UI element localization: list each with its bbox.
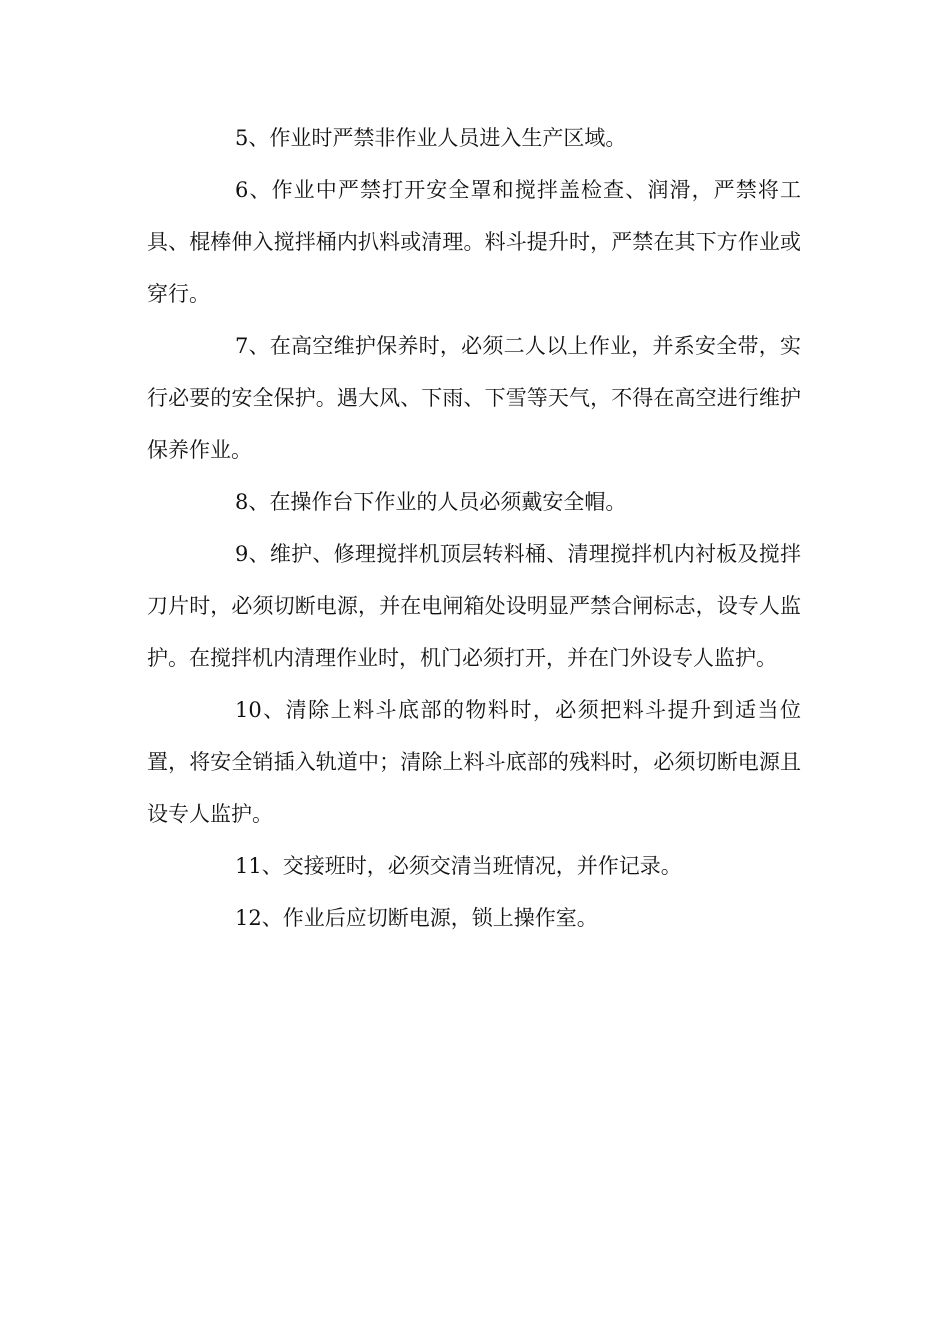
- paragraph-item-5: 5、作业时严禁非作业人员进入生产区域。: [235, 126, 627, 150]
- paragraph-item-8: 8、在操作台下作业的人员必须戴安全帽。: [235, 490, 627, 514]
- paragraph-item-12: 12、作业后应切断电源，锁上操作室。: [235, 906, 598, 930]
- paragraph-item-11: 11、交接班时，必须交清当班情况，并作记录。: [235, 854, 682, 878]
- paragraph-item-7: 7、在高空维护保养时，必须二人以上作业，并系安全带，实行必要的安全保护。遇大风、下雨、下雪等天气，不得在高空进行维护保养作业。: [147, 334, 801, 462]
- paragraph-item-10: 10、清除上料斗底部的物料时，必须把料斗提升到适当位置，将安全销插入轨道中；清除上料斗底部的残料时，必须切断电源且设专人监护。: [147, 698, 801, 826]
- paragraph-item-9: 9、维护、修理搅拌机顶层转料桶、清理搅拌机内衬板及搅拌刀片时，必须切断电源，并在电闸箱处设明显严禁合闸标志，设专人监护。在搅拌机内清理作业时，机门必须打开，并在门外设专人监护。: [147, 542, 801, 670]
- document-body: [147, 112, 801, 944]
- paragraph-item-6: 6、作业中严禁打开安全罩和搅拌盖检查、润滑，严禁将工具、棍棒伸入搅拌桶内扒料或清理。料斗提升时，严禁在其下方作业或穿行。: [147, 178, 801, 306]
